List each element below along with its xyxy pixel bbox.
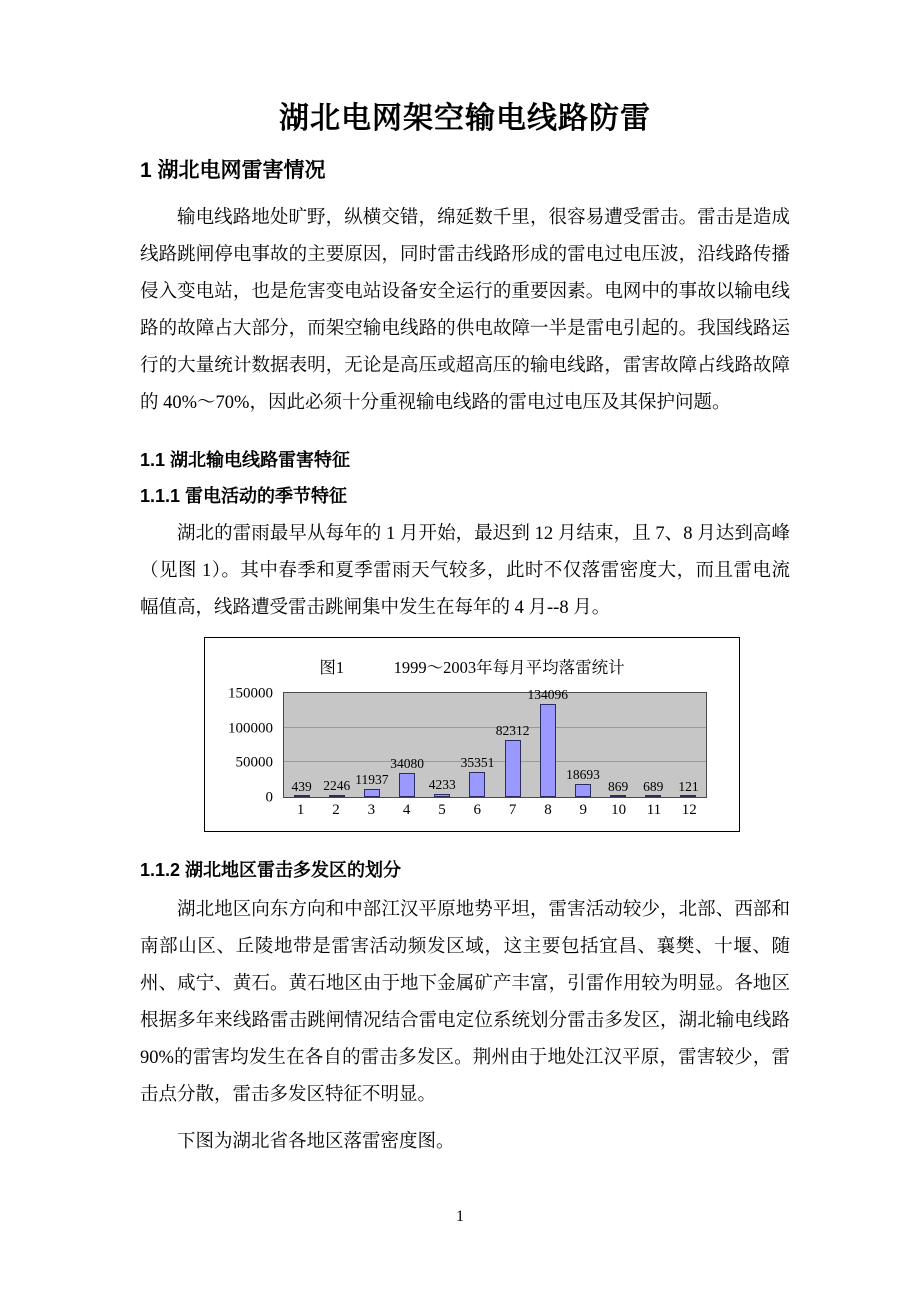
paragraph-1: 输电线路地处旷野，纵横交错，绵延数千里，很容易遭受雷击。雷击是造成线路跳闸停电事故的主要原因，同时雷击线路形成的雷电过电压波，沿线路传播侵入变电站，也是危害变电站设备安全运行的重要因素。电网中的事故以输电线路的故障占大部分，而架空输电线路的供电故障一半是雷电引起的。我国线路运行的大量统计数据表明，无论是高压或超高压的输电线路，雷害故障占线路故障的 40%～70%，因此必须十分重视输电线路的雷电过电压及其保护问题。 bbox=[140, 208, 790, 413]
bar-slot bbox=[636, 693, 671, 797]
chart-plot bbox=[283, 687, 707, 798]
bar-slot bbox=[284, 693, 319, 797]
bar bbox=[610, 795, 626, 797]
figure-1-chart bbox=[204, 637, 740, 832]
bar bbox=[469, 772, 485, 797]
bar-value-label: 134096 bbox=[527, 687, 569, 702]
paragraph-4: 下图为湖北省各地区落雷密度图。 bbox=[177, 1132, 455, 1152]
bar-slot bbox=[460, 693, 495, 797]
bar-value-label: 11937 bbox=[355, 772, 389, 787]
bar bbox=[645, 795, 661, 797]
x-tick-label: 11 bbox=[646, 802, 662, 818]
document-title: 湖北电网架空输电线路防雷 bbox=[279, 102, 651, 135]
bar-slot bbox=[671, 693, 706, 797]
bar-value-label: 18693 bbox=[566, 767, 600, 782]
bar bbox=[434, 794, 450, 797]
chart-title-prefix: 图1 bbox=[319, 658, 345, 677]
bar-slot bbox=[319, 693, 354, 797]
bar-value-label: 689 bbox=[643, 779, 664, 794]
bar-value-label: 82312 bbox=[495, 723, 530, 738]
chart-y-axis bbox=[211, 685, 283, 806]
bar bbox=[540, 704, 556, 797]
x-tick-label: 3 bbox=[367, 802, 376, 818]
x-tick-label: 6 bbox=[473, 802, 482, 818]
bar-slot bbox=[495, 693, 530, 797]
paragraph-2: 湖北的雷雨最早从每年的 1 月开始，最迟到 12 月结束，且 7、8 月达到高峰（见图 1）。其中春季和夏季雷雨天气较多，此时不仅落雷密度大，而且雷电流幅值高，线路遭受雷击跳闸集中发生在每年的 4 月--8 月。 bbox=[140, 524, 790, 618]
y-tick-label: 50000 bbox=[235, 754, 273, 771]
heading-1-1-2: 1.1.2 湖北地区雷击多发区的划分 bbox=[140, 860, 402, 880]
bar-slot bbox=[527, 687, 569, 797]
bar bbox=[680, 795, 696, 797]
bar bbox=[505, 740, 521, 797]
x-tick-label: 8 bbox=[544, 802, 552, 818]
bar bbox=[364, 789, 380, 797]
bar bbox=[575, 784, 591, 797]
y-tick-label: 150000 bbox=[228, 685, 273, 702]
y-tick-label: 0 bbox=[265, 789, 273, 806]
chart-x-axis bbox=[283, 802, 707, 819]
chart-plot-column bbox=[283, 687, 707, 819]
bar bbox=[329, 795, 345, 797]
y-tick-label: 100000 bbox=[228, 720, 273, 737]
x-tick-label: 10 bbox=[611, 802, 627, 818]
bar-slot bbox=[390, 693, 425, 797]
heading-1: 1 湖北电网雷害情况 bbox=[140, 159, 326, 182]
bar bbox=[399, 773, 415, 797]
chart-title bbox=[205, 654, 739, 678]
chart-title-text: 1999～2003年每月平均落雷统计 bbox=[393, 658, 625, 677]
x-tick-label: 9 bbox=[579, 802, 588, 818]
x-tick-label: 7 bbox=[508, 802, 517, 818]
bar-value-label: 34080 bbox=[390, 756, 424, 771]
bar-slot bbox=[354, 693, 389, 797]
x-tick-label: 1 bbox=[296, 802, 305, 818]
paragraph-3: 湖北地区向东方向和中部江汉平原地势平坦，雷害活动较少，北部、西部和南部山区、丘陵地带是雷害活动频发区域，这主要包括宜昌、襄樊、十堰、随州、咸宁、黄石。黄石地区由于地下金属矿产丰富，引雷作用较为明显。各地区根据多年来线路雷击跳闸情况结合雷电定位系统划分雷击多发区，湖北输电线路 90%的雷害均发生在各自的雷击多发区。荆州由于地处江汉平原，雷害较少，雷击点分散，雷击多发区特征不明显。 bbox=[140, 900, 790, 1105]
x-tick-label: 4 bbox=[402, 802, 411, 818]
bar-value-label: 869 bbox=[608, 779, 629, 794]
bar-value-label: 2246 bbox=[323, 778, 351, 793]
bar-value-label: 439 bbox=[291, 779, 312, 794]
bar-slot bbox=[425, 693, 460, 797]
x-tick-label: 5 bbox=[438, 802, 446, 818]
bar-value-label: 121 bbox=[678, 779, 699, 794]
chart-area bbox=[205, 685, 739, 819]
bar-value-label: 4233 bbox=[428, 777, 456, 792]
page-number: 1 bbox=[456, 1208, 464, 1225]
bar-slot bbox=[601, 693, 636, 797]
x-tick-label: 2 bbox=[332, 802, 340, 818]
x-tick-label: 12 bbox=[681, 802, 697, 818]
heading-1-1-1: 1.1.1 雷电活动的季节特征 bbox=[140, 486, 348, 506]
bar-slot bbox=[565, 693, 600, 797]
bar bbox=[294, 795, 310, 797]
heading-1-1: 1.1 湖北输电线路雷害特征 bbox=[140, 450, 351, 470]
bar-value-label: 35351 bbox=[460, 755, 495, 770]
